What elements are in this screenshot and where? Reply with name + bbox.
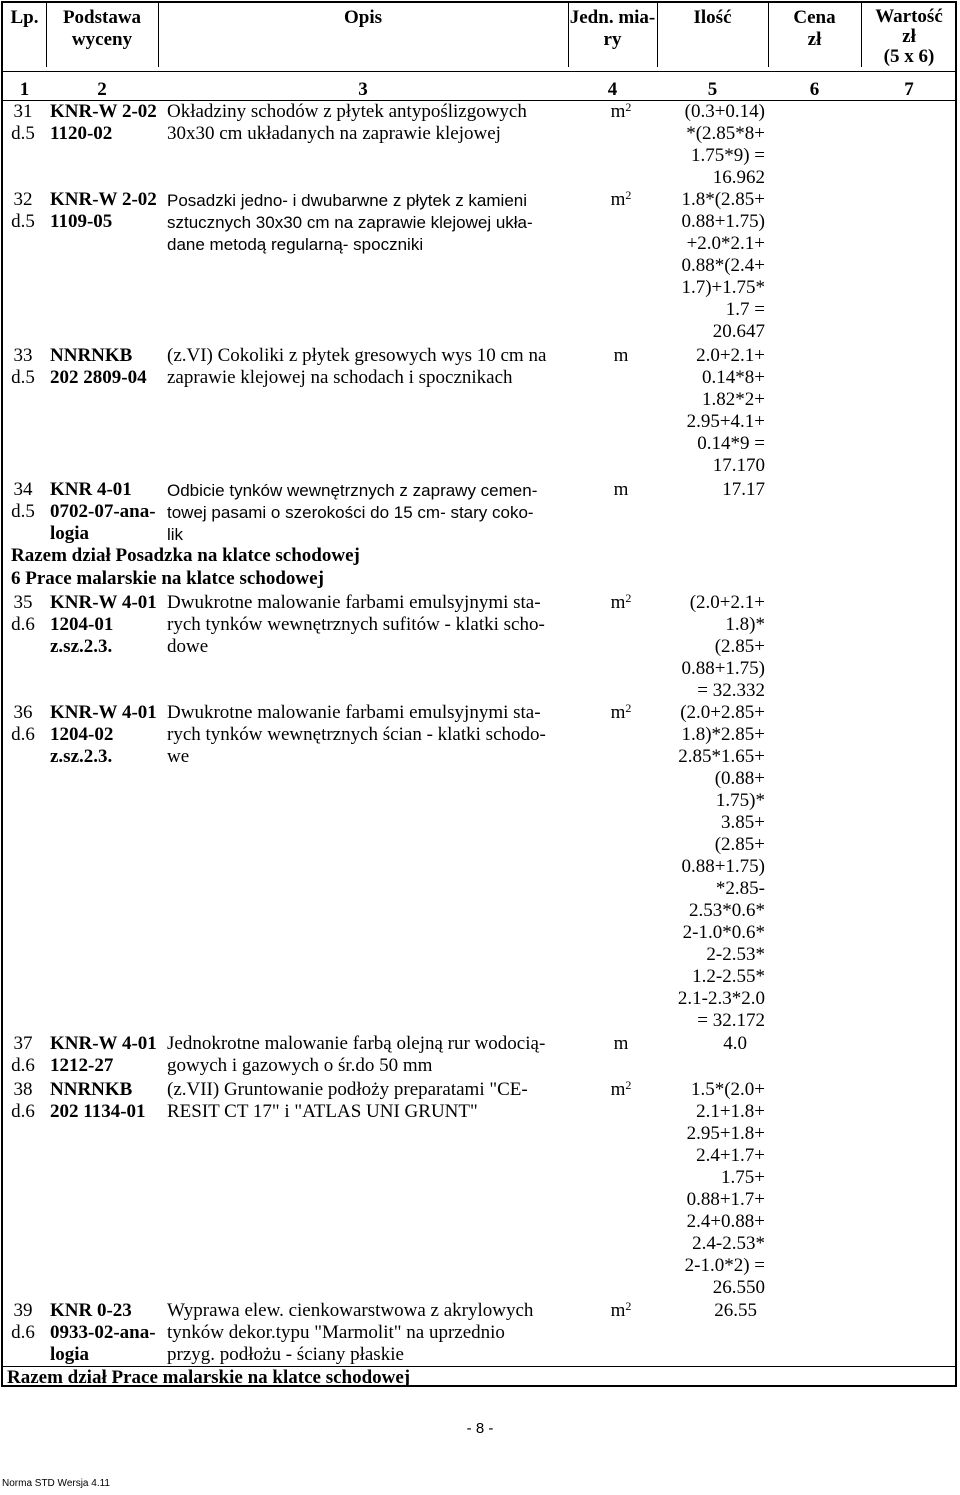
row-ilosc: 26.55	[714, 1300, 757, 1321]
row-podstawa: KNR-W 4-01 1204-02 z.sz.2.3.	[50, 702, 157, 767]
row-lp: 32 d.5	[11, 189, 35, 232]
section-header: 6 Prace malarskie na klatce schodowej	[11, 568, 324, 589]
section-total: Razem dział Posadzka na klatce schodowej	[11, 545, 360, 566]
row-lp: 39 d.6	[11, 1300, 35, 1343]
row-ilosc: (2.0+2.85+ 1.8)*2.85+ 2.85*1.65+ (0.88+ 1.75)* 3.85+ (2.85+ 0.88+1.75) *2.85- 2.53*0.6* 2-1.0*0.6* 2-2.53* 1.2-2.55* 2.1-2.3*2.0 = 32.172	[677, 702, 765, 1031]
row-podstawa: NNRNKB 202 1134-01	[50, 1079, 146, 1122]
cost-estimate-table	[1, 1, 957, 1387]
row-jm: $m^2$	[610, 591, 632, 613]
row-opis: Dwukrotne malowanie farbami emulsyjnymi sta- rych tynków wewnętrznych sufitów - klatki scho- dowe	[167, 592, 545, 657]
row-lp: 37 d.6	[11, 1033, 35, 1076]
col-number: 6	[809, 79, 820, 100]
row-lp: 34 d.5	[11, 479, 35, 522]
row-opis: Jednokrotne malowanie farbą olejną rur wodocią- gowych i gazowych o śr.do 50 mm	[167, 1033, 546, 1076]
row-ilosc: 4.0	[723, 1033, 747, 1054]
header-cena: Cena zł	[793, 7, 836, 50]
row-lp: 31 d.5	[11, 101, 35, 144]
header-jm: Jedn. mia- ry	[569, 7, 656, 50]
row-jm: m	[613, 479, 629, 500]
row-jm: $m^2$	[610, 188, 632, 210]
row-podstawa: KNR-W 2-02 1120-02	[50, 101, 157, 144]
col-number: 4	[607, 79, 618, 100]
row-opis: Odbicie tynków wewnętrznych z zaprawy cemen- towej pasami o szerokości do 15 cm- stary coko- lik	[167, 481, 538, 544]
row-lp: 33 d.5	[11, 345, 35, 388]
col-number: 3	[358, 79, 368, 100]
row-lp: 36 d.6	[11, 702, 35, 745]
col-number: 1	[19, 79, 30, 100]
row-podstawa: KNR 0-23 0933-02-ana- logia	[50, 1300, 156, 1365]
row-ilosc: 17.17	[722, 479, 765, 500]
row-jm: $m^2$	[610, 100, 632, 122]
row-lp: 35 d.6	[11, 592, 35, 635]
row-lp: 38 d.6	[11, 1079, 35, 1122]
row-opis: Dwukrotne malowanie farbami emulsyjnymi sta- rych tynków wewnętrznych ścian - klatki schodo- we	[167, 702, 546, 767]
row-podstawa: KNR-W 4-01 1204-01 z.sz.2.3.	[50, 592, 157, 657]
row-opis: (z.VI) Cokoliki z płytek gresowych wys 10 cm na zaprawie klejowej na schodach i spocznikach	[167, 345, 547, 388]
row-jm: m	[613, 1033, 629, 1054]
row-jm: m	[613, 345, 629, 366]
row-ilosc: (2.0+2.1+ 1.8)* (2.85+ 0.88+1.75) = 32.332	[681, 592, 765, 701]
row-opis: Wyprawa elew. cienkowarstwowa z akrylowych tynków dekor.typu "Marmolit" na uprzednio przyg. podłożu - ściany płaskie	[167, 1300, 534, 1365]
row-jm: $m^2$	[610, 1299, 632, 1321]
page-number: - 8 -	[466, 1420, 494, 1437]
col-number: 2	[97, 79, 107, 100]
row-podstawa: NNRNKB 202 2809-04	[50, 345, 147, 388]
footer-text: Norma STD Wersja 4.11	[2, 1478, 110, 1489]
row-ilosc: 2.0+2.1+ 0.14*8+ 1.82*2+ 2.95+4.1+ 0.14*9 = 17.170	[686, 345, 765, 476]
row-podstawa: KNR-W 2-02 1109-05	[50, 189, 157, 232]
row-ilosc: 1.8*(2.85+ 0.88+1.75) +2.0*2.1+ 0.88*(2.4+ 1.7)+1.75* 1.7 = 20.647	[681, 189, 765, 342]
header-ilosc: Ilość	[693, 7, 732, 28]
row-jm: $m^2$	[610, 701, 632, 723]
row-opis: Posadzki jedno- i dwubarwne z płytek z kamieni sztucznych 30x30 cm na zaprawie klejowej ukła- dane metodą regularną- spoczniki	[167, 191, 533, 254]
row-podstawa: KNR 4-01 0702-07-ana- logia	[50, 479, 156, 544]
header-wartosc: Wartość zł (5 x 6)	[875, 6, 943, 67]
row-ilosc: (0.3+0.14) *(2.85*8+ 1.75*9) = 16.962	[684, 101, 765, 188]
col-number: 7	[904, 79, 914, 100]
section-total: Razem dział Prace malarskie na klatce schodowej	[7, 1367, 411, 1388]
header-podstawa: Podstawa wyceny	[62, 7, 142, 50]
row-jm: $m^2$	[610, 1078, 632, 1100]
row-opis: Okładziny schodów z płytek antypoślizgowych 30x30 cm układanych na zaprawie klejowej	[167, 101, 527, 144]
header-opis: Opis	[343, 7, 383, 28]
row-podstawa: KNR-W 4-01 1212-27	[50, 1033, 157, 1076]
header-rule	[3, 71, 955, 72]
header-lp: Lp.	[10, 7, 39, 28]
row-opis: (z.VII) Gruntowanie podłoży preparatami "CE- RESIT CT 17" i "ATLAS UNI GRUNT"	[167, 1079, 528, 1122]
col-number: 5	[707, 79, 718, 100]
row-ilosc: 1.5*(2.0+ 2.1+1.8+ 2.95+1.8+ 2.4+1.7+ 1.75+ 0.88+1.7+ 2.4+0.88+ 2.4-2.53* 2-1.0*2) = 26.550	[684, 1079, 765, 1298]
